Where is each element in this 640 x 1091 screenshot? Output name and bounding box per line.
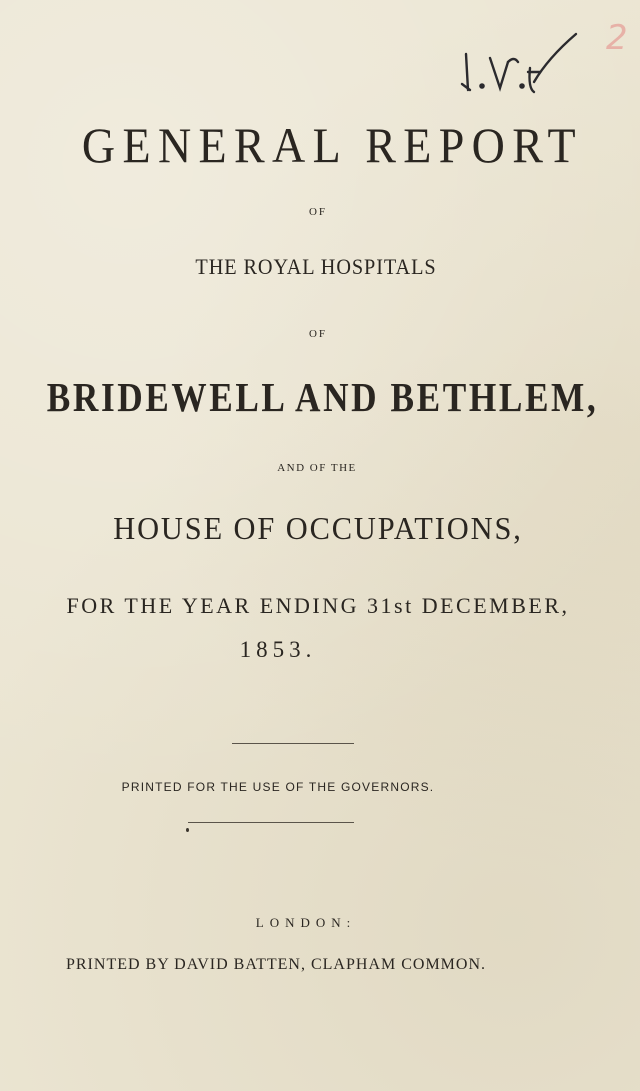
year-ending-line: FOR THE YEAR ENDING 31st DECEMBER, xyxy=(66,593,570,618)
year-line: 1853. xyxy=(239,637,317,662)
handwritten-shelfmark xyxy=(452,28,592,100)
report-title: GENERAL REPORT xyxy=(81,117,584,173)
page-number: 2 xyxy=(606,18,628,58)
ink-speck xyxy=(186,828,189,832)
divider-rule-top xyxy=(232,743,354,744)
imprint-printer: PRINTED BY DAVID BATTEN, CLAPHAM COMMON. xyxy=(65,956,487,973)
divider-rule-bottom xyxy=(188,822,354,823)
bridewell-bethlem-line: BRIDEWELL AND BETHLEM, xyxy=(46,374,599,420)
and-of-the-line: AND OF THE xyxy=(277,462,357,474)
royal-hospitals-line: THE ROYAL HOSPITALS xyxy=(195,254,437,279)
title-of-2: OF xyxy=(308,328,328,340)
title-of-1: OF xyxy=(308,206,328,218)
governors-notice: PRINTED FOR THE USE OF THE GOVERNORS. xyxy=(121,780,435,794)
house-of-occupations-line: HOUSE OF OCCUPATIONS, xyxy=(113,510,523,546)
imprint-place: LONDON: xyxy=(255,915,357,930)
